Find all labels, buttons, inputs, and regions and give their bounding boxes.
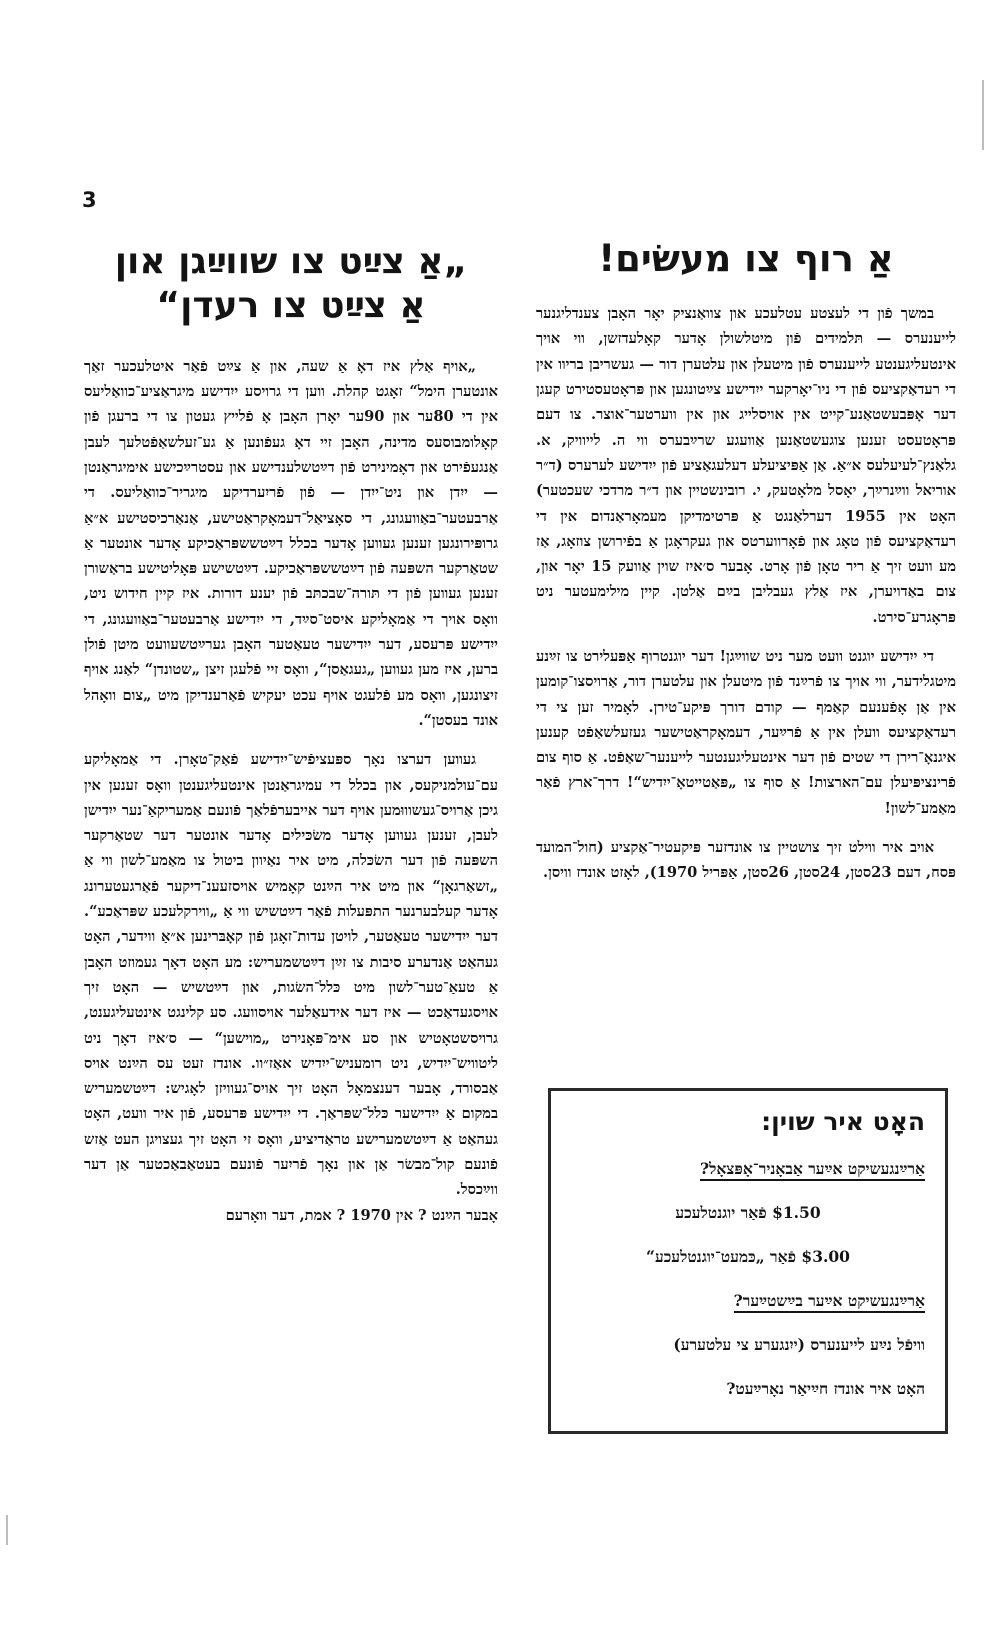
right-article-paragraph: די ייִדישע יוגנט וועט מער ניט שווײַגן! דער יוגנטרוף אַפּעלירט צו זײַנע מיטגלידער, ווי אויך צו פֿרײַנד פֿון מיטעלן און עלטערן דור, אַרויסצו־קומען אין אַן אָפֿענעם קאַמף — קודם דורך פּיקע־טירן. לאָמיר זען צי די רעדאַקציעס וועלן אין אַ פֿרײַער, דעמאָקראַטישער געזעלשאַפֿט קענען איגנאָ־רירן די שטים פֿון דער אינטעליגענטער לייענער־שאַפֿט. אַ סוף צום פֿרינציפּיעלן עם־הארצות! אַ סוף צו „פּאַטייטאָ־ייִדיש“! דרך־ארץ פֿאַר מאַמע־לשון! (536, 647, 956, 817)
left-article-headline (84, 240, 498, 328)
left-article-paragraph: געווען דערצו נאָך ספּעציפֿיש־ייִדישע פֿאַק־טאָרן. די אַמאָליקע עם־עולמניקעס, און בכלל די עמיגראַנטן אינטעליגענטן וואָס זענען אין גיכן אַרויס־געשוווּמען אויף דער אייבערפֿלאַך פֿונעם אַמעריקאַ־נער ייִדישן לעבן, זענען געווען אָדער משׂכּילים אָדער אונטער דער שטאַרקער השפּעה פֿון דער השׂכּלה, מיט איר נאַיוון ביטול צו מאַמע־לשון ווי אַ „זשאַרגאָן“ און מיט איר הײַנט קאָמיש אויסזעענ־דיקער פֿאַרגעטערונג אָדער קעלבערנער התפּעלות פֿאַר דײַטשיש ווי אַ „ווירקלעכע שפּראַכע“. דער ייִדישער טעאַטער, לויטן עדות־זאָגן פֿון קאָבּרינען א״אַ ווידער, האָט געהאַט אַנדערע סיבות צו זײַן דײַטשמעריש: מע האָט דאָך געמוזט האָבן אַ טעאַ־טער־לשון מיט כּלל־השׂגות, און דײַטשיש — האָט זיך אויסגעדאַכט — איז דער אידעאַלער אויסוועג. סע קלינגט אינטעליגענט, גרויסשטאָטיש און סע אימ־פּאָנירט „מוישען“ — ס׳איז דאָך ניט ליטוויש־ייִדיש, ניט רומעניש־ייִדיש אאַז״וו. אונדז זעט עס הײַנט אויס אַבסורד, אָבער דענצמאָל האָט זיך אויס־געוויזן לאָגיש: דײַטשמעריש במקום אַ ייִדישער כּלל־שפּראַך. די ייִדישע פּרעסע, פֿון איר וועט, האָט געהאַט אַ דײַטשמערישע טראַדיציע, וואָס זי האָט זיך געצויגן העט אַזש פֿונעם קול־מבשׂר אַן און נאָך פֿריִער פֿונעם בעטאַבאַכטער אַן דער ווײַכסל. (84, 751, 498, 1199)
box-price-youth: $1.50 פֿאַר יוגנטלעכע (675, 1203, 821, 1222)
box-question-contribution (571, 1290, 925, 1312)
right-article-paragraph: במשך פֿון די לעצטע עטלעכע און צוואַנציק יאָר האָבן צענדליגנער לייענערס — תּלמידים פֿון מיטלשולן אָדער קאָלעדזשן, ווי אויך אינטעליגענטע לייענערס פֿון מיטעלן און עלטערן דור — געשריבן בריוו אין די רעדאַקציעס פֿון די ניו־יאָרקער ייִדישע צײַטונגען און פּראָטעסטירט קעגן דער אָפּבעשטאַנע־קייט אין אויסלייג און אין ווערטער־אוצר. צו דעם פּראָטעסט זענען צוגעשטאַנען אַוועגע שרײַבערס ווי ה. לייוויק, א. גלאַנץ־לעיעלעס א״אַ. אַן אַפּיציעלע דעלעגאַציע פֿון ייִדישע לערערס (ד״ר אוריאל ווײַנרײַך, יאָסל מלאָטעק, י. רובינשטיין און ד״ר מרדכי שעכטער) האָט אין 1955 דערלאַנגט אַ פּרטימדיקן מעמאָראַנדום אין די רעדאַקציעס פֿון טאָג און פֿאָרווערטס און געקראָגן אַ בפֿירושן צוזאָג, אַז מע וועט זיך אַ ריר טאָן פֿון אָרט. אָבער ס׳איז שוין אַוועק 15 יאָר און, צום באַדויערן, איז אַלץ געבליבן בײַם אַלטן. קיין מילימעטער ניט פּראָגרע־סירט. (536, 305, 956, 626)
scan-margin-mark (6, 1515, 8, 1545)
box-question-new-readers: וויפֿל נײַע לייענערס (ייִנגערע צי עלטערע) (673, 1335, 925, 1354)
right-article-paragraph: אויב איר ווילט זיך צושטיין צו אונדזער פּיקעטיר־אַקציע (חול־המועד פּסח, דעם 23סטן, 24סטן, 26סטן, אַפּריל 1970), לאָזט אונדז וויסן. (536, 839, 956, 882)
box-title: האָט איר שוין: (761, 1107, 925, 1136)
left-article-paragraph: „אויף אַלץ איז דאָ אַ שעה, און אַ צײַט פֿאַר איטלעכער זאַך אונטערן הימל“ זאָגט קהלת. ווען די גרויסע ייִדישע מיגראַציע־כוואַליעס אין די 80ער און 90ער יאָרן האָבן אָ פֿלייץ געטון צו די ברעגן פֿון קאָלומבוסעס מדינה, האָבן זיי דאָ געפֿונען אַ גע־זעלשאַפֿטלעך לעבן אַנגעפֿירט און דאָמינירט פֿון דײַטשלענדישע און עסטרײַכישע אימיגראַנטן — ייִדן און ניט־ייִדן — פֿון פֿריִערדיקע מיגריר־כוואַליעס. די אַרבעטער־באַוועגונג, די סאָציאַל־דעמאָקראַטישע, אַנאַרכיסטישע א״אַ גרופּירונגען זענען געווען אָדער בכלל דײַטששפּראַכיקע אָדער אונטער אַ שטאַרקער השפּעה פֿון דײַטששפּראַכיקע. דײַטשישע פּאָליטישע בראַשורן זענען געווען פֿון די תּורה־שבכתּב פֿון יענע דורות. איז קיין חידוש ניט, וואָס אויך די אַמאָליקע איסט־סײַד, די ייִדישע אַרבעטער־באַוועגונג, די ייִדישע פּרעסע, דער ייִדישער טעאַטער האָבן גערײַטשעוועט מיטן פֿולן ברען, איז מען געווען „געגאַסן“, וואָס זיי פֿלעגן זיצן „שטונדן“ לאַנג אויף זיצונגען, וואָס מע פֿלעגט אויף עכט יעקיש פֿאַרענדיקן מיט „צום וואָהל אונד בעסטן“. (84, 357, 498, 729)
left-article-last-line: אָבער הײַנט ? אין 1970 ? אמת, דער וואָרעם (225, 1206, 498, 1224)
left-headline-line2: אַ צײַט צו רעדן“ (156, 284, 426, 326)
right-article (536, 236, 956, 900)
page-number: 3 (82, 188, 97, 212)
box-price-almost-youth: $3.00 פֿאַר „כּמעט־יוגנטלעכע“ (646, 1247, 850, 1266)
left-article (84, 240, 498, 1228)
box-question-contribution-text: אַרײַנגעשיקט אײַער בײַשטײַער? (734, 1291, 925, 1313)
box-question-subscription-text: אַרײַנגעשיקט אײַער אַבאָניר־אָפּצאָל? (700, 1159, 925, 1181)
left-headline-line1: „אַ צײַט צו שווײַגן און (114, 241, 468, 282)
scan-margin-mark (982, 80, 984, 150)
box-question-recruited: האָט איר אונדז חײַיאַר נאָרײַעט? (726, 1379, 925, 1398)
right-article-headline: אַ רוף צו מעשׂים! (598, 237, 894, 280)
box-question-subscription (571, 1158, 925, 1180)
subscription-reminder-box (548, 1088, 948, 1434)
